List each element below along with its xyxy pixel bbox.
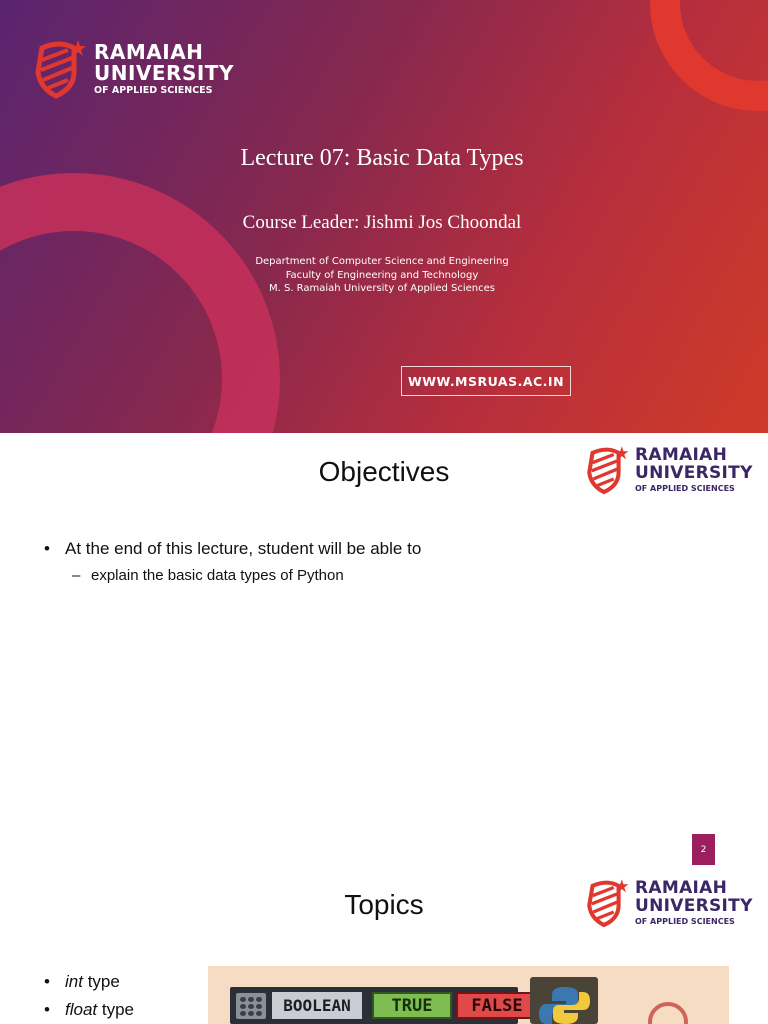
bullet-dot: • xyxy=(44,1000,50,1019)
logo-line-3: OF APPLIED SCIENCES xyxy=(635,917,735,926)
topics-title: Topics xyxy=(344,889,424,920)
objective-sub-bullet xyxy=(72,567,344,584)
logo-line-2: UNIVERSITY xyxy=(635,896,753,916)
bullet-dot: • xyxy=(44,539,50,558)
topic-bullet xyxy=(44,972,120,992)
boolean-label: BOOLEAN xyxy=(272,992,362,1019)
true-chip: TRUE xyxy=(372,992,452,1019)
department-info xyxy=(0,255,764,296)
grid-icon xyxy=(236,993,266,1019)
boolean-bar xyxy=(230,987,523,1024)
topic-name: int xyxy=(65,972,83,991)
topic-suffix: type xyxy=(82,972,120,991)
sub-bullet-text: explain the basic data types of Python xyxy=(91,567,344,584)
logo-line-2: UNIVERSITY xyxy=(94,61,234,86)
objectives-title: Objectives xyxy=(318,456,450,487)
false-chip: FALSE xyxy=(456,992,538,1019)
department-line: Department of Computer Science and Engineering xyxy=(255,256,509,267)
logo-line-1: RAMAIAH xyxy=(635,445,728,465)
python-logo-icon xyxy=(530,977,598,1024)
topic-suffix: type xyxy=(97,1000,134,1019)
decorative-ring xyxy=(650,0,768,111)
boolean-illustration xyxy=(208,966,729,1024)
fingerprint-icon xyxy=(648,1002,688,1024)
logo-line-3: OF APPLIED SCIENCES xyxy=(635,484,735,493)
objective-bullet xyxy=(44,539,421,559)
logo-line-2: UNIVERSITY xyxy=(635,463,753,483)
lecture-title: Lecture 07: Basic Data Types xyxy=(240,145,524,171)
logo-line-1: RAMAIAH xyxy=(94,40,204,65)
topic-bullet xyxy=(44,1000,134,1020)
faculty-line: Faculty of Engineering and Technology xyxy=(285,269,479,281)
bullet-dash: – xyxy=(72,567,81,584)
page-number-badge: 2 xyxy=(692,834,715,865)
university-logo xyxy=(34,38,234,100)
university-line: M. S. Ramaiah University of Applied Sciences xyxy=(268,283,496,294)
topic-name: float xyxy=(65,1000,98,1019)
website-link[interactable]: WWW.MSRUAS.AC.IN xyxy=(401,366,571,396)
logo-line-1: RAMAIAH xyxy=(635,878,728,898)
course-leader: Course Leader: Jishmi Jos Choondal xyxy=(242,212,522,233)
bullet-dot: • xyxy=(44,972,50,991)
logo-line-3: OF APPLIED SCIENCES xyxy=(94,85,213,97)
title-slide xyxy=(0,0,768,433)
bullet-text: At the end of this lecture, student will be able to xyxy=(65,539,422,558)
crest-icon xyxy=(34,38,88,100)
